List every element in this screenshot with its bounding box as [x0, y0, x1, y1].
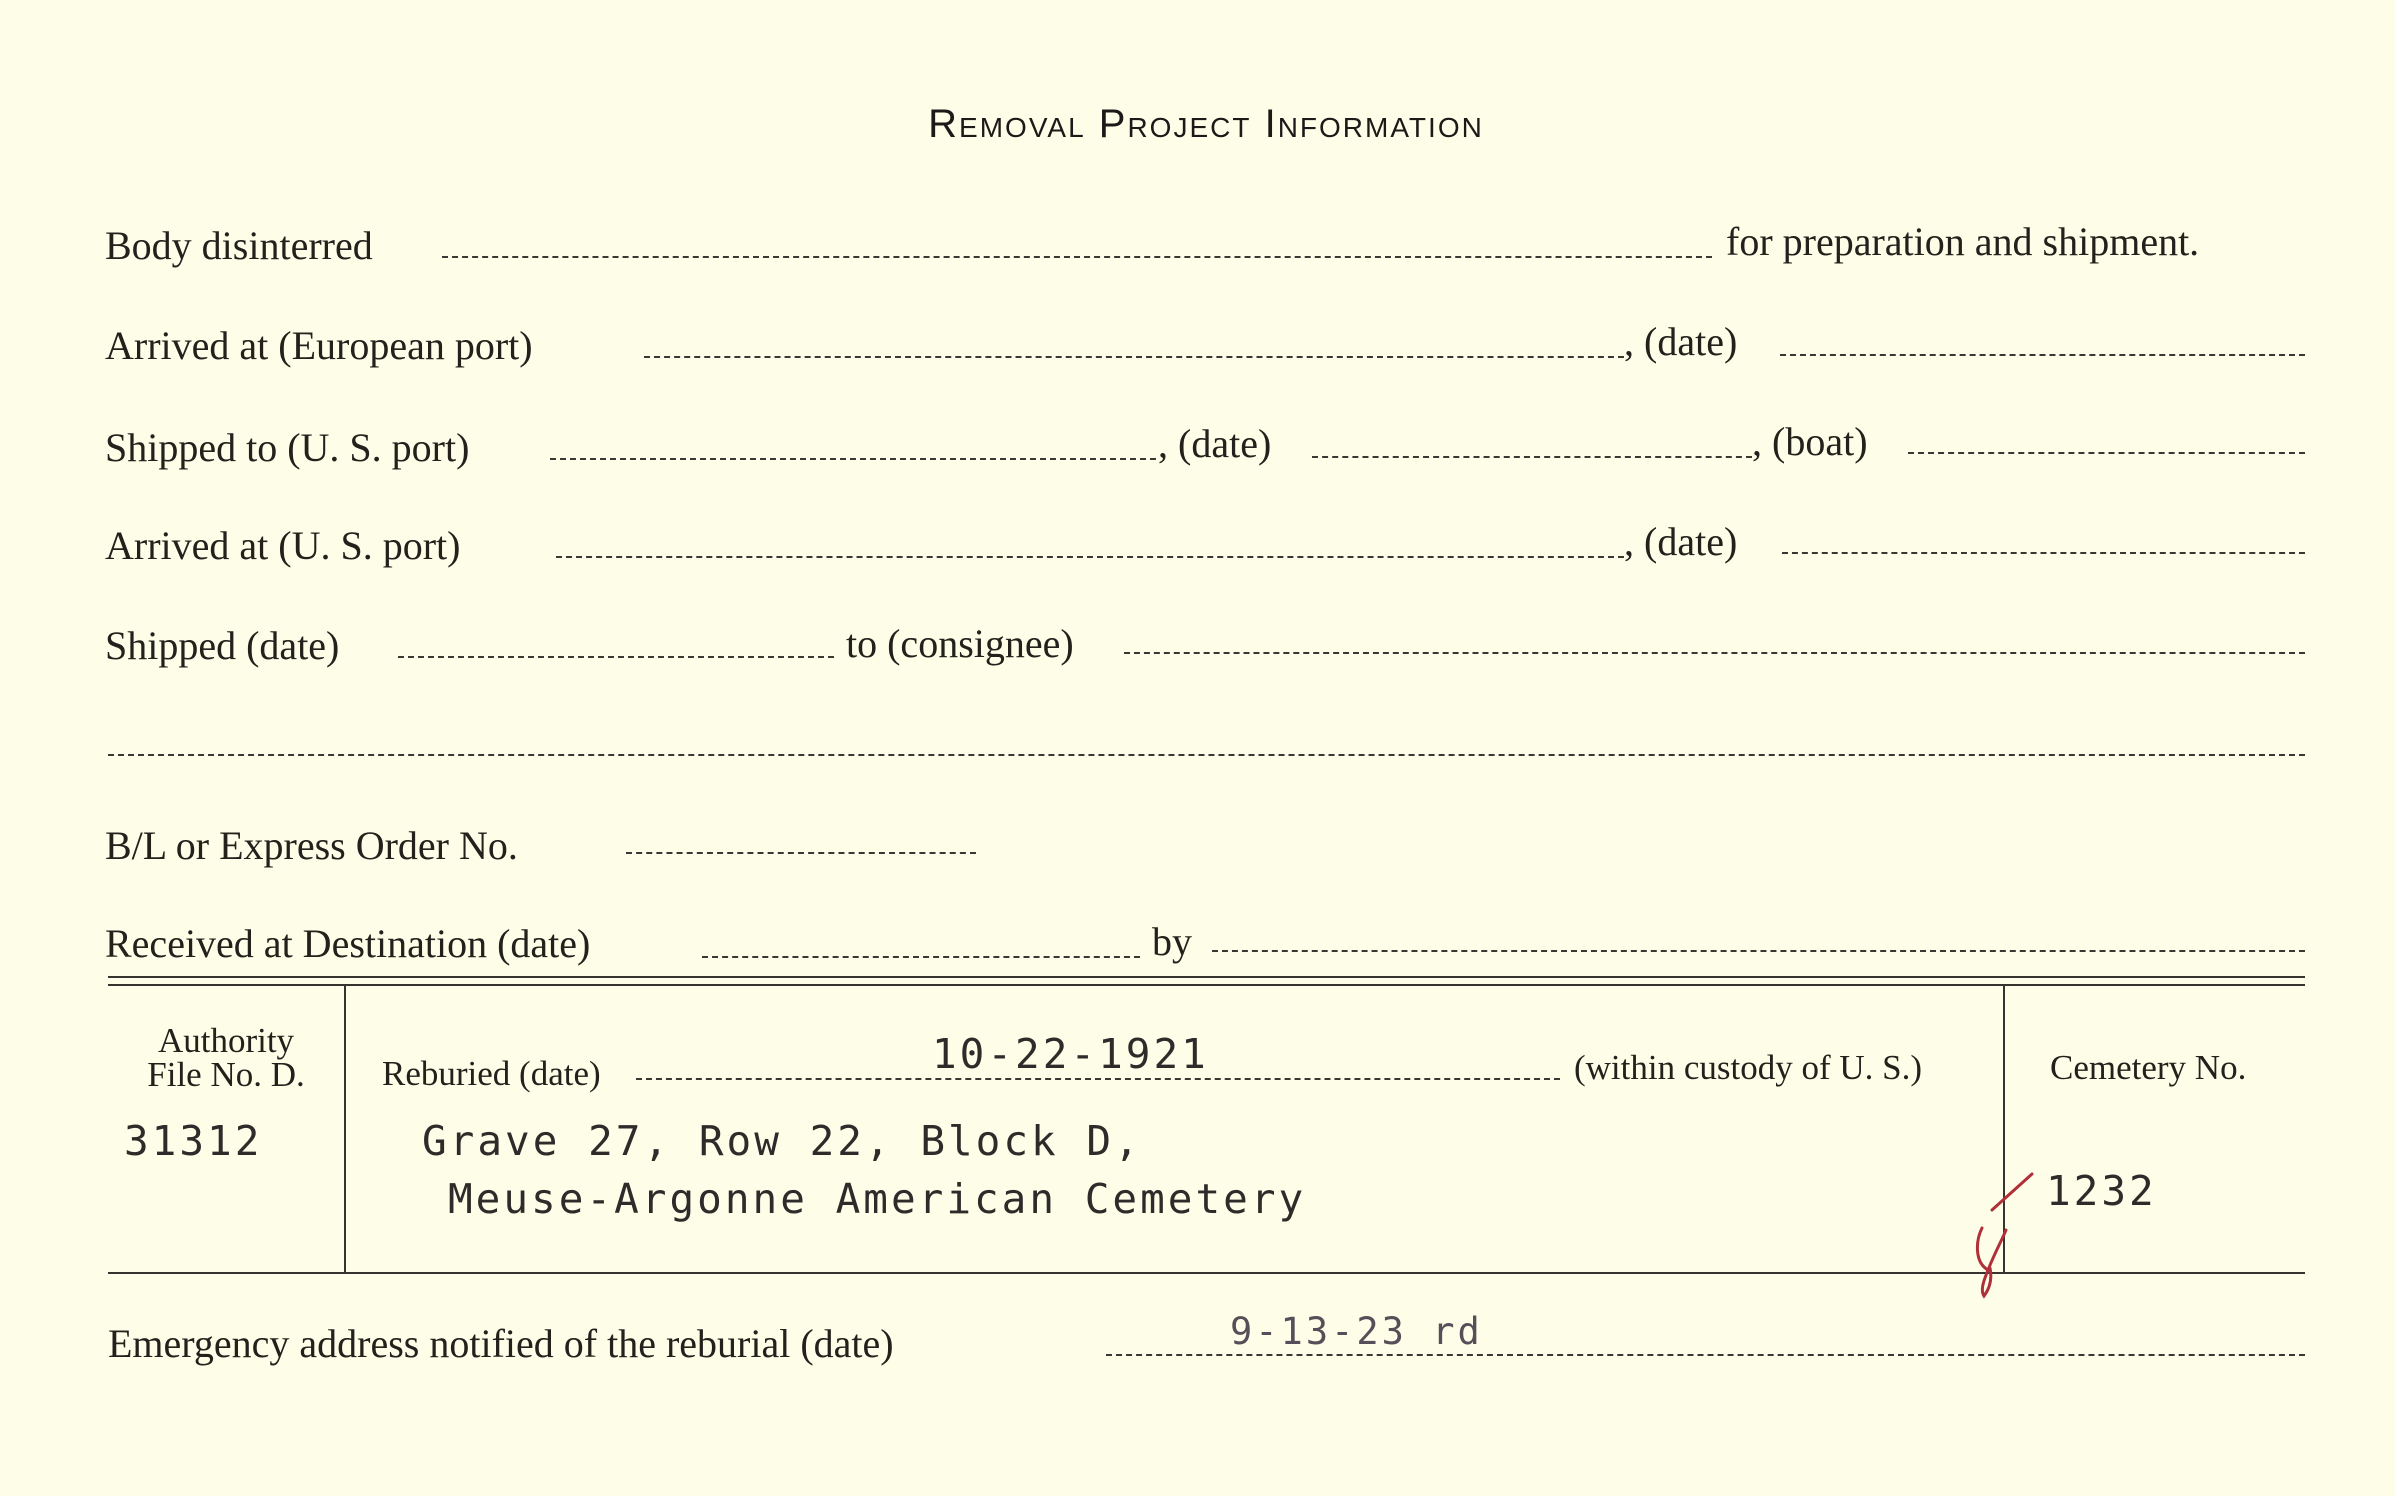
consignee-label: to (consignee): [846, 621, 1074, 666]
emergency-label: Emergency address notified of the reburial (date): [108, 1321, 894, 1366]
reburied-date-value: 10-22-1921: [932, 1030, 1209, 1078]
received-by-field: [1212, 950, 2305, 952]
card-title: Removal Project Information: [928, 102, 1484, 146]
shipped-date-field: [398, 656, 834, 658]
shipped-to-date-field: [1312, 456, 1752, 458]
shipped-to-boat-label: , (boat): [1752, 419, 1868, 464]
bl-label: B/L or Express Order No.: [105, 823, 518, 868]
arrived-european-field: [644, 356, 1624, 358]
box-top-rule-inner: [108, 984, 2305, 986]
bl-field: [626, 852, 976, 854]
authority-label-line-1: Authority: [157, 1021, 295, 1060]
cemetery-no-value: 1232: [2046, 1167, 2157, 1215]
reburied-label: Reburied (date): [382, 1054, 601, 1093]
custody-label: (within custody of U. S.): [1574, 1048, 1923, 1087]
received-date-field: [702, 956, 1140, 958]
consignee-continuation-field: [108, 754, 2305, 756]
authority-label-line-2: File No. D.: [147, 1055, 305, 1094]
shipped-to-label: Shipped to (U. S. port): [105, 425, 470, 470]
emergency-date-value: 9-13-23 rd: [1230, 1310, 1483, 1353]
arrived-european-date-field: [1780, 354, 2305, 356]
arrived-us-label: Arrived at (U. S. port): [105, 523, 461, 568]
shipped-to-date-label: , (date): [1158, 421, 1272, 466]
arrived-european-label: Arrived at (European port): [105, 323, 533, 368]
grave-location-line-2: Meuse-Argonne American Cemetery: [448, 1175, 1307, 1223]
arrived-us-field: [556, 556, 1624, 558]
shipped-to-port-field: [550, 458, 1156, 460]
cemetery-no-label: Cemetery No.: [2050, 1048, 2247, 1087]
shipped-to-boat-field: [1908, 452, 2305, 454]
consignee-field: [1124, 652, 2305, 654]
authority-label: [108, 1021, 344, 1094]
checkmark-icon: [1962, 1170, 2042, 1300]
shipped-date-label: Shipped (date): [105, 623, 340, 668]
body-disinterred-field: [442, 256, 1712, 258]
reburied-date-field: [636, 1078, 1560, 1080]
grave-location-line-1: Grave 27, Row 22, Block D,: [422, 1117, 1142, 1165]
received-label: Received at Destination (date): [105, 921, 591, 966]
body-disinterred-suffix: for preparation and shipment.: [1726, 219, 2200, 264]
authority-file-number: 31312: [124, 1117, 263, 1165]
box-divider-left: [344, 986, 346, 1272]
body-disinterred-label: Body disinterred: [105, 223, 373, 268]
arrived-european-date-label: , (date): [1624, 319, 1738, 364]
box-top-rule: [108, 976, 2305, 978]
arrived-us-date-label: , (date): [1624, 519, 1738, 564]
arrived-us-date-field: [1782, 552, 2305, 554]
received-by-label: by: [1152, 919, 1192, 964]
